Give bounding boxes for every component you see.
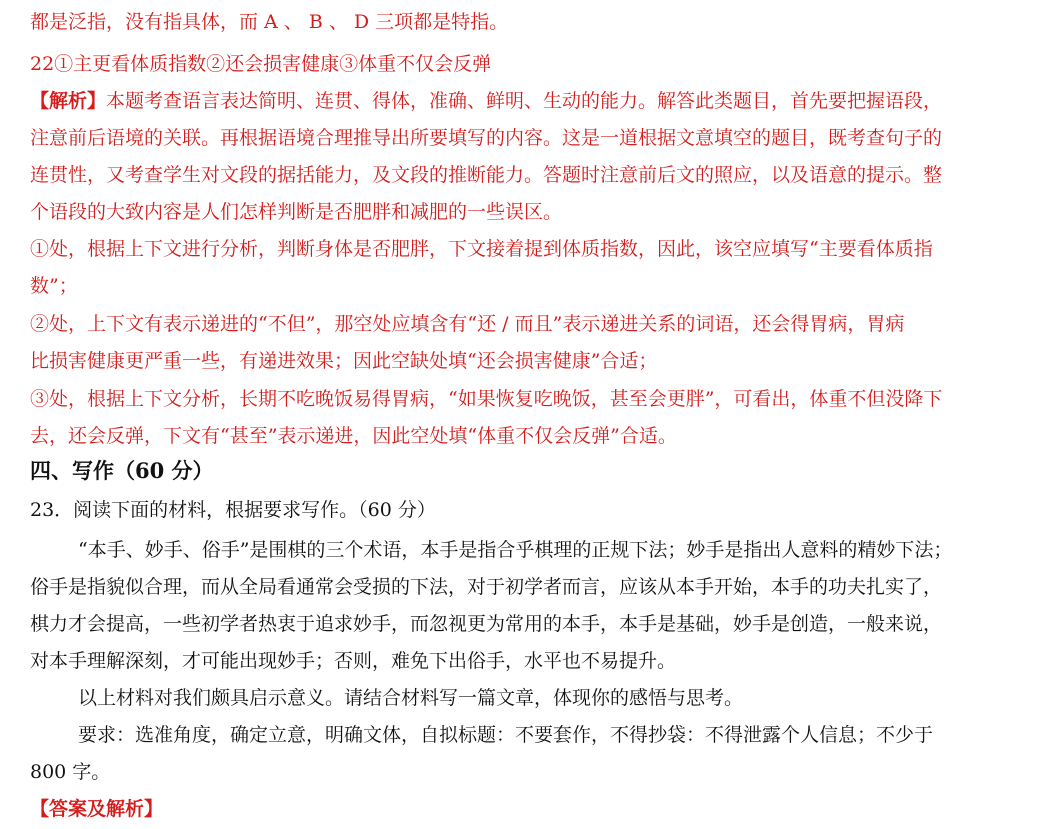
analysis-line-1: 都是泛指，没有指具体，而 A 、 B 、 D 三项都是特指。 — [30, 11, 509, 33]
requirements-line-1: 要求：选准角度，确定立意，明确文体，自拟标题：不要套作，不得抄袋：不得泄露个人信息；不少于 — [78, 724, 934, 746]
analysis-para1-line1 — [30, 89, 942, 113]
analysis-para1-line2: 注意前后语境的关联。再根据语境合理推导出所要填写的内容。这是一道根据文意填空的题目，既考查句子的 — [30, 127, 943, 149]
analysis-para4-line2: 去，还会反弹，下文有“甚至”表示递进，因此空处填“体重不仅会反弹”合适。 — [30, 425, 677, 447]
analysis-para2-line1: ①处，根据上下文进行分析，判断身体是否肥胖，下文接着提到体质指数，因此，该空应填写“主要看体质指 — [30, 238, 933, 260]
analysis-para3-line1: ②处，上下文有表示递进的“不但”，那空处应填含有“还 / 而且”表示递进关系的词语，还会得胃病，胃病 — [30, 313, 905, 335]
jiexi-tag: 【解析】 — [30, 90, 107, 112]
analysis-para1-text1: 本题考查语言表达简明、连贯、得体，准确、鲜明、生动的能力。解答此类题目，首先要把握语段， — [106, 90, 943, 112]
prompt-line: 以上材料对我们颇具启示意义。请结合材料写一篇文章，体现你的感悟与思考。 — [78, 687, 744, 709]
analysis-para1-line3: 连贯性，又考查学生对文段的据括能力，及文段的推断能力。答题时注意前后文的照应，以及语意的提示。整 — [30, 164, 943, 186]
section-title-writing: 四、写作（60 分） — [30, 458, 214, 483]
analysis-para4-line1: ③处，根据上下文分析，长期不吃晚饭易得胃病，“如果恢复吃晚饭，甚至会更胖”，可看出，体重不但没降下 — [30, 388, 943, 410]
material-line-3: 棋力才会提高，一些初学者热衷于追求妙手，而忽视更为常用的本手，本手是基础，妙手是创造，一般来说， — [30, 613, 943, 635]
material-line-4: 对本手理解深刻，才可能出现妙手；否则，难免下出俗手，水平也不易提升。 — [30, 650, 677, 672]
analysis-para1-line4: 个语段的大致内容是人们怎样判断是否肥胖和减肥的一些误区。 — [30, 201, 563, 223]
answer-analysis-tag: 【答案及解析】 — [30, 798, 164, 820]
material-line-2: 俗手是指貌似合理，而从全局看通常会受损的下法，对于初学者而言，应该从本手开始，本手的功夫扎实了， — [30, 576, 943, 598]
analysis-para2-line2: 数”； — [30, 275, 78, 297]
answer-22: 22①主更看体质指数②还会损害健康③体重不仅会反弹 — [30, 53, 492, 75]
question-23-stem: 23．阅读下面的材料，根据要求写作。（60 分） — [30, 499, 436, 521]
material-line-1: “本手、妙手、俗手”是围棋的三个术语，本手是指合乎棋理的正规下法；妙手是指出人意料的精妙下法； — [78, 539, 953, 561]
requirements-line-2: 800 字。 — [30, 761, 111, 783]
analysis-para3-line2: 比损害健康更严重一些，有递进效果；因此空缺处填“还会损害健康”合适； — [30, 350, 658, 372]
